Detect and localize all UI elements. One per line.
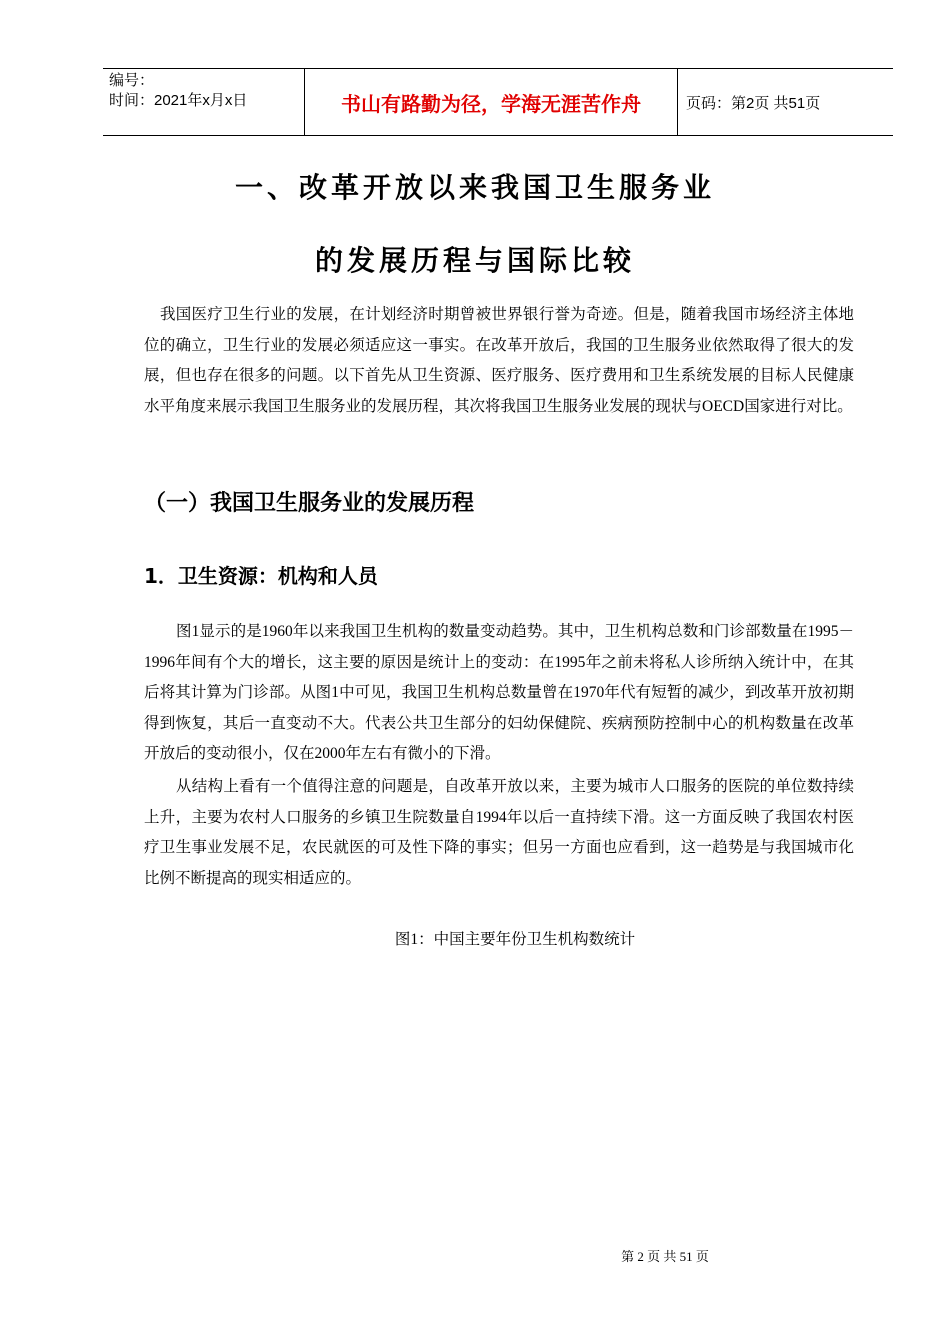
section-heading: （一）我国卫生服务业的发展历程	[144, 491, 475, 516]
document-date: 时间：2021年x月x日	[109, 92, 248, 109]
document-title-line-2: 的发展历程与国际比较	[314, 244, 635, 277]
document-title-line-1: 一、改革开放以来我国卫生服务业	[234, 171, 715, 204]
intro-paragraph: 我国医疗卫生行业的发展，在计划经济时期曾被世界银行誉为奇迹。但是，随着我国市场经济主体地位的确立，卫生行业的发展必须适应这一事实。在改革开放后，我国的卫生服务业依然取得了很大的发展，但也存在很多的问题。以下首先从卫生资源、医疗服务、医疗费用和卫生系统发展的目标人民健康水平角度来展示我国卫生服务业的发展历程，其次将我国卫生服务业发展的现状与OECD国家进行对比。	[144, 306, 854, 415]
body-paragraph-3: 从结构上看有一个值得注意的问题是，自改革开放以来，主要为城市人口服务的医院的单位数持续上升，主要为农村人口服务的乡镇卫生院数量自1994年以后一直持续下滑。这一方面反映了我国农村医疗卫生事业发展不足，农民就医的可及性下降的事实；但另一方面也应看到，这一趋势是与我国城市化比例不断提高的现实相适应的。	[144, 778, 854, 887]
figure-caption: 图1：中国主要年份卫生机构数统计	[394, 931, 636, 948]
document-number-label: 编号：	[109, 72, 155, 89]
header-page-number: 页码：第2页 共51页	[686, 94, 821, 112]
subsection-heading: 1．卫生资源：机构和人员	[144, 564, 378, 588]
page-header	[103, 68, 893, 136]
page-footer: 第 2 页 共 51 页	[621, 1249, 709, 1264]
body-paragraph-2: 图1显示的是1960年以来我国卫生机构的数量变动趋势。其中，卫生机构总数和门诊部数量在1995－1996年间有个大的增长，这主要的原因是统计上的变动：在1995年之前未将私人诊所纳入统计中，在其后将其计算为门诊部。从图1中可见，我国卫生机构总数量曾在1970年代有短暂的减少，到改革开放初期得到恢复，其后一直变动不大。代表公共卫生部分的妇幼保健院、疾病预防控制中心的机构数量在改革开放后的变动很小，仅在2000年左右有微小的下滑。	[144, 623, 854, 762]
header-motto: 书山有路勤为径，学海无涯苦作舟	[304, 69, 678, 135]
header-meta	[103, 69, 304, 135]
